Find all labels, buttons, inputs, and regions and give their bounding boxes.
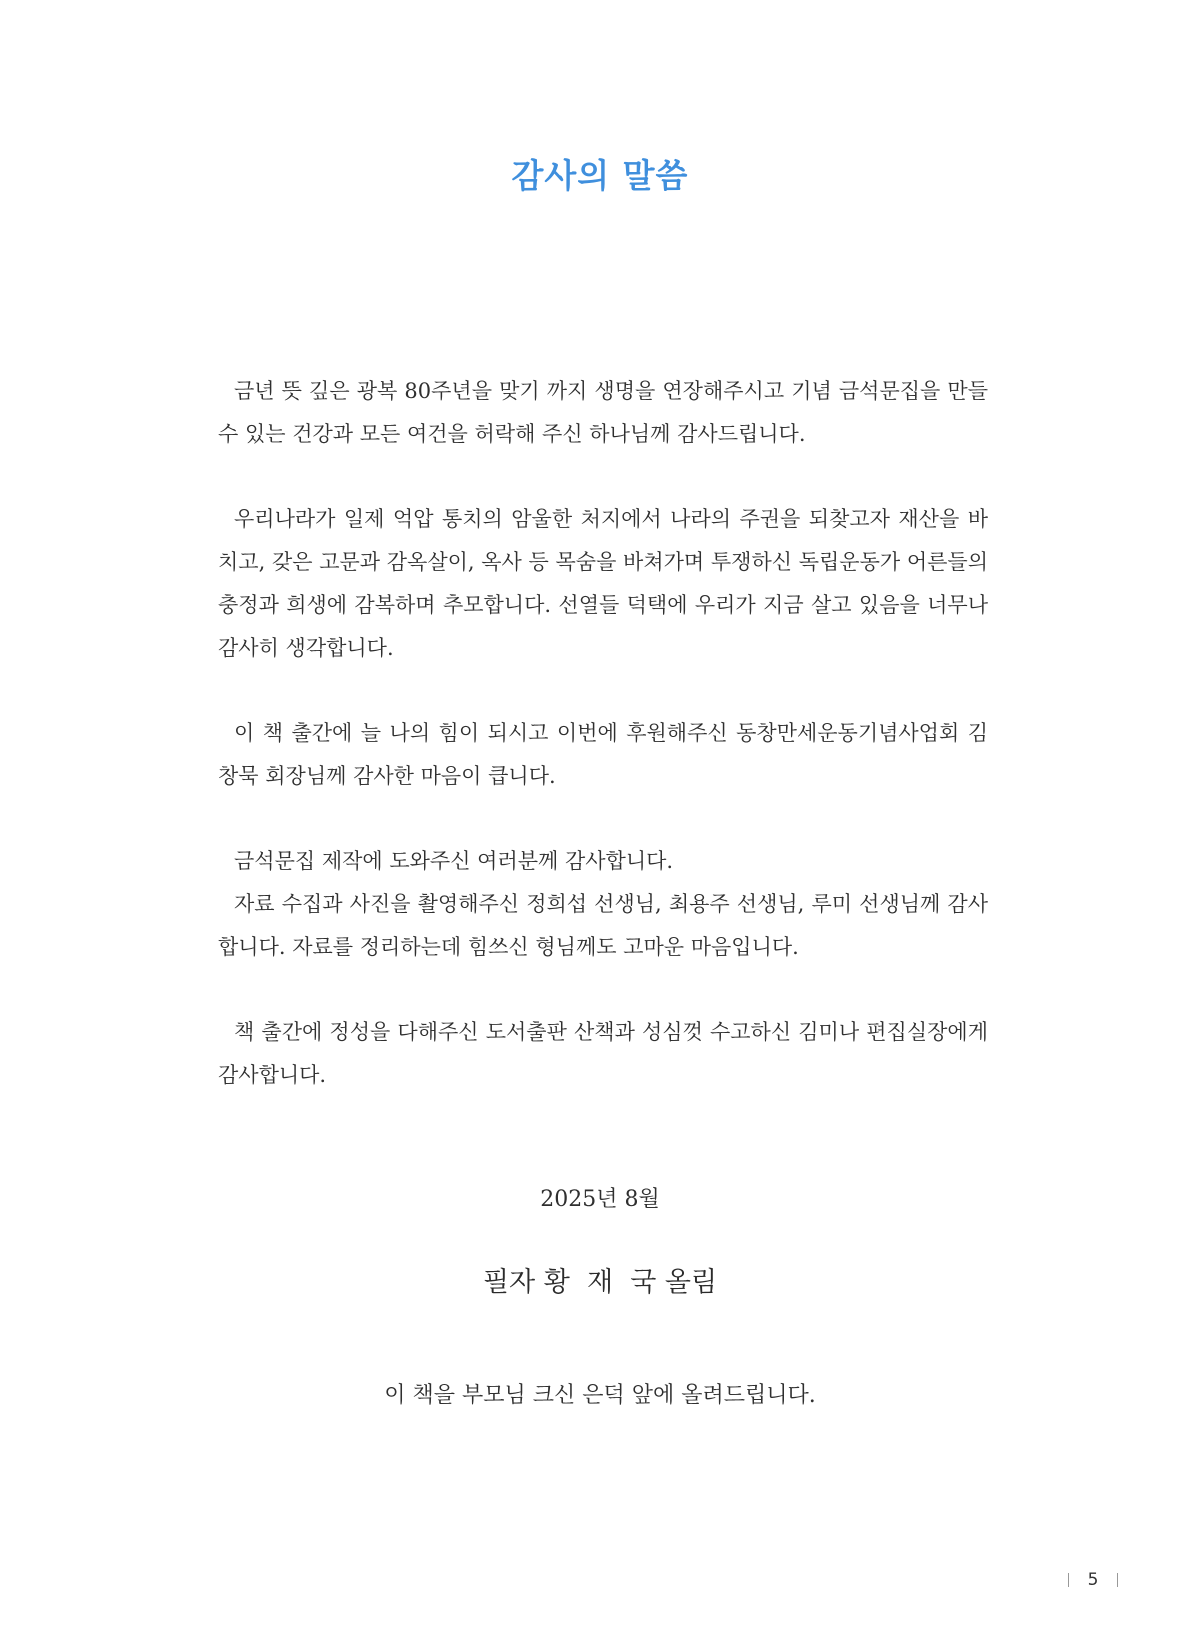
dedication-line: 이 책을 부모님 크신 은덕 앞에 올려드립니다. [384,1383,816,1408]
paragraph-1 [218,370,988,456]
page-number-right-divider [1117,1573,1118,1587]
paragraph-line: 자료 수집과 사진을 촬영해주신 정희섭 선생님, 최용주 선생님, 루미 선생님께 감사합니다. 자료를 정리하는데 힘쓰신 형님께도 고마운 마음입니다. [218,892,988,959]
body-text [218,370,988,1139]
page-number-left-divider [1068,1573,1069,1587]
date-line: 2025년 8월 [540,1187,660,1212]
page-number-block [1068,1568,1118,1592]
paragraph-line: 책 출간에 정성을 다해주신 도서출판 산책과 성심껏 수고하신 김미나 편집실장에게 감사합니다. [218,1020,988,1087]
paragraph-3 [218,712,988,798]
paragraph-line: 우리나라가 일제 억압 통치의 암울한 처지에서 나라의 주권을 되찾고자 재산을 바치고, 갖은 고문과 감옥살이, 옥사 등 목숨을 바쳐가며 투쟁하신 독립운동가 어른들의 충정과 희생에 감복하며 추모합니다. 선열들 덕택에 우리가 지금 살고 있음을 너무나 감사히 생각합니다. [218,507,988,660]
paragraph-5 [218,1011,988,1097]
page-title: 감사의 말씀 [511,156,689,195]
author-signature: 필자 황 재 국 올림 [482,1267,718,1298]
paragraph-line: 이 책 출간에 늘 나의 힘이 되시고 이번에 후원해주신 동창만세운동기념사업회 김창묵 회장님께 감사한 마음이 큽니다. [218,721,988,788]
paragraph-2 [218,498,988,670]
paragraph-4 [218,840,988,969]
paragraph-line: 금년 뜻 깊은 광복 80주년을 맞기 까지 생명을 연장해주시고 기념 금석문집을 만들 수 있는 건강과 모든 여건을 허락해 주신 하나님께 감사드립니다. [218,379,988,446]
page-number: 5 [1087,1570,1099,1590]
paragraph-line: 금석문집 제작에 도와주신 여러분께 감사합니다. [234,849,674,873]
